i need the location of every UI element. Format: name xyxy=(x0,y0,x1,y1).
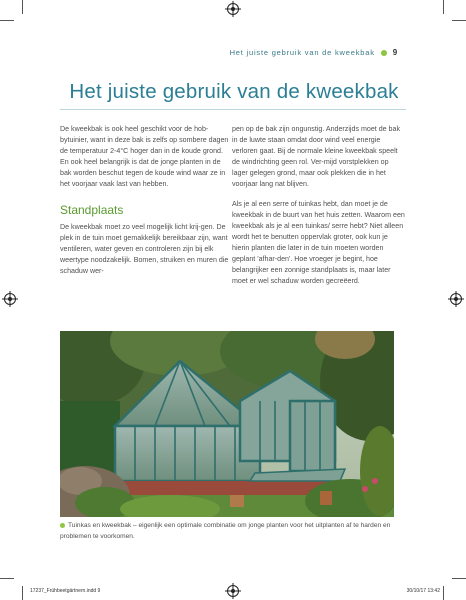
crop-mark xyxy=(22,0,23,14)
crop-mark xyxy=(443,586,444,600)
page-number: 9 xyxy=(392,48,398,57)
file-slug: 17237_Frühbeetgärtnern.indd 9 xyxy=(30,588,101,594)
photo-caption xyxy=(60,521,394,542)
page-title: Het juiste gebruik van de kweekbak xyxy=(69,80,399,103)
registration-mark-top xyxy=(227,3,239,15)
body-paragraph: Als je al een serre of tuinkas hebt, dan moet je de kweekbak in de buurt van het huis zetten. Waarom een kweekbak als je al een tuinkas/ serre hebt? Niet alleen wordt het te benutten oppervlak groter, ook kun je hierin planten die later in de tuin moeten worden geplant 'afhar-den'. Hoe vroeger je begint, hoe belangrijker een zonnige standplaats is, maar later moet er wel schaduw worden gecreëerd. xyxy=(232,199,405,286)
registration-mark-bottom xyxy=(227,585,239,597)
body-paragraph: pen op de bak zijn ongunstig. Anderzijds moet de bak in de luwte staan omdat door wind veel energie verloren gaat. Bij de normale kleine kweekbak speelt de windrichting geen rol. Ver-mijd vorstplekken op lager gelegen grond, maar ook plekken die in het voorjaar lang nat blijven. xyxy=(232,125,400,189)
body-paragraph: De kweekbak moet zo veel mogelijk licht krij-gen. De plek in de tuin moet gemakkelijk bereikbaar zijn, want ventileren, water geven en controleren zijn bij elk weertype noodzakelijk. Bomen, struiken en muren die schaduw wer- xyxy=(60,222,229,276)
running-head-text: Het juiste gebruik van de kweekbak xyxy=(229,48,375,57)
date-slug: 30/10/17 13:42 xyxy=(406,588,440,594)
greenhouse-photo xyxy=(60,331,394,517)
caption-text: Tuinkas en kweekbak – eigenlijk een optimale combinatie om jonge planten voor het uitplanten af te harden en problemen te voorkomen. xyxy=(60,522,391,540)
bullet-icon xyxy=(60,523,65,528)
title-divider xyxy=(60,109,406,110)
crop-mark xyxy=(443,0,444,14)
greenhouse-illustration xyxy=(60,331,394,517)
crop-mark xyxy=(452,20,466,21)
section-heading: Standplaats xyxy=(60,202,124,217)
registration-mark-right xyxy=(450,293,462,305)
right-column xyxy=(232,124,406,295)
bullet-icon xyxy=(381,50,387,56)
crop-mark xyxy=(0,20,14,21)
left-column xyxy=(60,124,230,285)
running-head xyxy=(230,48,398,57)
intro-paragraph: De kweekbak is ook heel geschikt voor de hob-bytuinier, want in deze bak is zelfs op sombere dagen de temperatuur 2-4°C hoger dan in de koude grond. En ook heel belangrijk is dat de jonge planten in de bak worden beschut tegen de koude wind waar ze in het voorjaar vaak last van hebben. xyxy=(60,125,229,189)
registration-mark-left xyxy=(4,293,16,305)
crop-mark xyxy=(22,586,23,600)
crop-mark xyxy=(0,578,14,579)
crop-mark xyxy=(452,578,466,579)
